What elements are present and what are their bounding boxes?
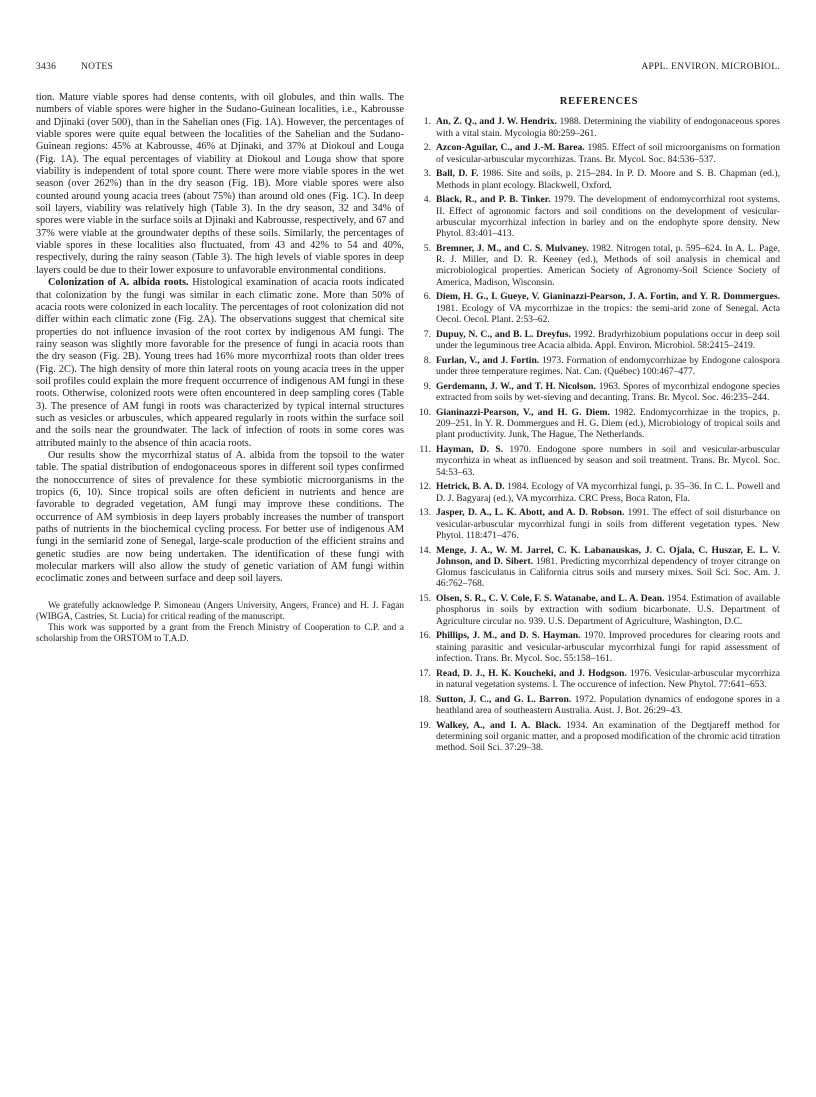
reference-item [418,668,780,691]
reference-text: 1973. Formation of endomycorrhizae by Endogone calospora under three temperature regimes. Nat. Can. (Québec) 100:467–477. [436,354,780,378]
reference-item [418,116,780,139]
reference-text: 1982. Nitrogen total, p. 595–624. In A. L. Page, R. J. Miller, and D. R. Keeney (ed.), Methods of soil analysis in chemical and microbiological properties. American Society of Agronomy-Soil Science Society of America, Madison, Wisconsin. [436,242,780,288]
reference-item [418,194,780,239]
reference-authors: Olsen, S. R., C. V. Cole, F. S. Watanabe, and L. A. Dean. [436,593,665,605]
page-number: 3436 [36,62,57,72]
reference-text: 1954. Estimation of available phosphorus in soils by extraction with sodium bicarbonate. U.S. Department of Agriculture circular no. 939. U.S. Department of Agriculture, Washington, D.C. [436,593,780,627]
reference-number: 6. [423,291,431,303]
reference-number: 9. [423,380,431,392]
reference-item [418,630,780,664]
reference-item [418,545,780,590]
reference-text: 1979. The development of endomycorrhizal root systems. II. Effect of agronomic factors and soil conditions on the development of vesicular-arbuscular mycorrhizal infection in barley and on the endophyte spore density. New Phytol. 83:401–413. [436,194,780,240]
reference-number: 14. [419,544,431,556]
reference-authors: Jasper, D. A., L. K. Abott, and A. D. Robson. [436,507,625,519]
journal-name: APPL. ENVIRON. MICROBIOL. [641,62,780,72]
section-label: NOTES [81,62,114,72]
reference-text: 1970. Endogone spore numbers in soil and vesicular-arbuscular mycorrhiza in wheat as influenced by season and soil treatment. Trans. Br. Mycol. Soc. 54:53–63. [436,443,781,478]
reference-text: 1972. Population dynamics of endogone spores in a heathland area of southeastern Australia. Aust. J. Bot. 26:29–43. [436,693,780,716]
reference-authors: Sutton, J. C., and G. L. Barron. [436,693,572,705]
reference-authors: Gerdemann, J. W., and T. H. Nicolson. [436,380,596,392]
funding-note: This work was supported by a grant from the French Ministry of Cooperation to C.P. and a scholarship from the ORSTOM to T.A.D. [36,621,404,643]
reference-authors: Menge, J. A., W. M. Jarrel, C. K. Labanauskas, J. C. Ojala, C. Huszar, E. L. V. Johnson, and D. Sibert. [436,544,780,567]
reference-authors: Ball, D. F. [436,168,479,180]
reference-number: 8. [423,354,431,366]
paragraph-viability: tion. Mature viable spores had dense contents, with oil globules, and thin walls. The numbers of viable spores were higher in the Sudano-Guinean localities, i.e., Kabrousse and Djinaki (over 500), than in the Sahelian ones (Fig. 1A). However, the percentages of viable spores were quite equal between the localities of the Sahelian and the Sudano-Guinean regions: 45% at Kabrousse, 46% at Djinaki, and 37% at Diokoul and Louga (Fig. 1A). The equal percentages of viability at Diokoul and Louga show that spore viability is independent of total spore count. There were more viable spores in the wet season (over 262%) than in the dry season (Fig. 1B). More viable spores were also counted around young acacia trees (about 75%) than around old ones (Fig. 1C). In deep soil layers, viability was relatively high (Table 3). In the dry season, 32 and 34% of spores were viable in the surface soils at Djinaki and Kabrousse, respectively, and 67 and 37% were viable at the groundwater depths of these soils. Similarly, the percentages of viable spores in these localities also fluctuated, from 43 and 42% to 54 and 40%, respectively, during the rainy season (Table 3). The high levels of viable spores in deep layers could be due to their lower exposure to unfavorable environmental conditions. [36,92,404,276]
reference-item [418,481,780,504]
left-column [36,92,404,644]
reference-number: 5. [423,242,431,254]
reference-number: 7. [423,328,431,340]
reference-text: 1982. Endomycorrhizae in the tropics, p. 209–251. In Y. R. Dommergues and H. G. Diem (ed.), Microbiology of tropical soils and plant productivity. Junk, The Hague, The Netherlands. [436,406,780,441]
references-title: REFERENCES [559,96,639,107]
reference-number: 18. [419,693,431,705]
acknowledgment: We gratefully acknowledge P. Simoneau (Angers University, Angers, France) and H. J. Fagan (WIBGA, Castries, St. Lucia) for critical reading of the manuscript. [36,599,404,621]
colonization-heading: Colonization of A. albida roots. [48,277,189,289]
reference-number: 3. [423,168,431,180]
reference-authors: An, Z. Q., and J. W. Hendrix. [436,116,557,128]
reference-authors: Phillips, J. M., and D. S. Hayman. [436,630,581,642]
reference-number: 2. [423,142,431,154]
reference-item [418,694,780,717]
reference-text: 1981. Predicting mycorrhizal dependency of troyer citrange on Glomus fasciculatus in California citrus soils and nursery mixes. Soil Sci. Soc. Am. J. 46:762–768. [436,555,781,590]
reference-text: 1963. Spores of mycorrhizal endogone species extracted from soils by wet-sieving and decanting. Trans. Br. Mycol. Soc. 46:235–244. [436,380,780,403]
reference-item [418,291,780,325]
reference-item [418,407,780,441]
reference-number: 15. [419,593,431,605]
reference-item [418,168,780,191]
colonization-text: Histological examination of acacia roots indicated that colonization by the fungi was similar in each climatic zone. More than 50% of acacia roots were colonized in each locality. The percentages of root colonization did not differ within each climatic zone (Fig. 2A). The observations suggest that chemical site properties do not influence invasion of the root cortex by indigenous AM fungi. The rainy season was slightly more favorable for the presence of fungi in acacia roots than the dry season (Fig. 2B). Young trees had 16% more mycorrhizal roots than older trees (Fig. 2C). The high density of more thin lateral roots on young acacia trees in the upper soil profiles could explain the more frequent occurrence of indigenous AM fungi in these roots. Otherwise, colonized roots were often encountered in deep sampling cores (Table 3). The presence of AM fungi in roots was characterized by typical internal structures such as vesicles or arbuscules, which appeared regularly in roots within the surface soil and the soils near the groundwater. The lack of infection of roots in some cores was attributed mainly to the absence of thin acacia roots. [36,277,404,449]
reference-authors: Walkey, A., and I. A. Black. [436,719,562,731]
reference-item [418,444,780,478]
reference-text: 1991. The effect of soil disturbance on vesicular-arbuscular mycorrhizal fungi in soils from different vegetation types. New Phytol. 118:471–476. [436,507,780,541]
reference-text: 1985. Effect of soil microorganisms on formation of vesicular-arbuscular mycorrhizas. Trans. Br. Mycol. Soc. 84:536–537. [436,142,781,165]
reference-text: 1934. An examination of the Degtjareff method for determining soil organic matter, and a proposed modification of the chromic acid titration method. Soil Sci. 37:29–38. [436,719,780,754]
reference-item [418,507,780,541]
reference-number: 13. [419,507,431,519]
reference-item [418,593,780,627]
reference-item [418,355,780,378]
paragraph-conclusion: Our results show the mycorrhizal status of A. albida from the topsoil to the water table. The spatial distribution of endogonaceous spores in different soil types confirmed the nonoccurrence of sites of prevalence for these symbiotic microorganisms in the tropics (6, 10). Since tropical soils are often deficient in nutrients and hence are favorable to degraded vegetation, AM fungi may improve these conditions. The occurrence of AM symbiosis in deep layers probably increases the number of transport paths of nutrients in the biochemical cycling process. For better use of indigenous AM fungi in the semiarid zone of Senegal, large-scale production of the efficient strains and genetic studies are now being undertaken. The identification of these fungi with molecular markers will also allow the study of genetic variation of AM fungi within ecoclimatic zones and between surface and deep soil layers. [36,449,404,585]
right-column [418,92,780,757]
reference-text: 1970. Improved procedures for clearing roots and staining parasitic and vesicular-arbuscular mycorrhizal fungi for rapid assessment of infection. Trans. Br. Mycol. Soc. 55:158–161. [436,630,781,664]
reference-text: 1986. Site and soils, p. 215–284. In P. D. Moore and S. B. Chapman (ed.), Methods in plant ecology. Blackwell, Oxford. [436,168,780,191]
reference-number: 11. [419,443,431,455]
reference-authors: Gianinazzi-Pearson, V., and H. G. Diem. [436,406,610,418]
reference-number: 12. [419,481,431,493]
reference-number: 19. [419,719,431,731]
reference-text: 1992. Bradyrhizobium populations occur in deep soil under the leguminous tree Acacia albida. Appl. Environ. Microbiol. 58:2415–2419. [436,328,780,352]
reference-authors: Bremner, J. M., and C. S. Mulvaney. [436,242,589,254]
paragraph-colonization [36,277,404,450]
references-list [418,116,780,753]
reference-number: 17. [419,667,431,679]
reference-number: 1. [423,116,431,128]
reference-authors: Hetrick, B. A. D. [436,481,505,493]
reference-item [418,329,780,352]
reference-item [418,381,780,404]
reference-number: 16. [419,630,431,642]
reference-authors: Dupuy, N. C., and B. L. Dreyfus. [436,328,571,340]
reference-text: 1988. Determining the viability of endogonaceous spores with a vital stain. Mycologia 80:259–261. [436,116,780,139]
reference-authors: Black, R., and P. B. Tinker. [436,194,551,206]
reference-text: 1976. Vesicular-arbuscular mycorrhiza in natural vegetation systems. I. The occurence of infection. New Phytol. 77:641–653. [436,667,780,690]
reference-item [418,243,780,288]
reference-text: 1984. Ecology of VA mycorrhizal fungi, p. 35–36. In C. L. Powell and D. J. Bagyaraj (ed.), VA mycorrhiza. CRC Press, Boca Raton, Fla. [436,481,780,504]
reference-item [418,142,780,165]
reference-number: 4. [423,194,431,206]
reference-authors: Diem, H. G., I. Gueye, V. Gianinazzi-Pearson, J. A. Fortin, and Y. R. Dommergues. [436,291,780,303]
page-header [36,62,780,76]
reference-authors: Read, D. J., H. K. Koucheki, and J. Hodgson. [436,667,627,679]
reference-authors: Azcon-Aguilar, C., and J.-M. Barea. [436,142,585,154]
reference-authors: Hayman, D. S. [436,443,504,455]
reference-item [418,720,780,754]
reference-text: 1981. Ecology of VA mycorrhizae in the tropics: the semi-arid zone of Senegal. Acta Oecol. Oecol. Plant. 2:53–62. [436,302,780,326]
reference-authors: Furlan, V., and J. Fortin. [436,354,540,366]
reference-number: 10. [419,406,431,418]
